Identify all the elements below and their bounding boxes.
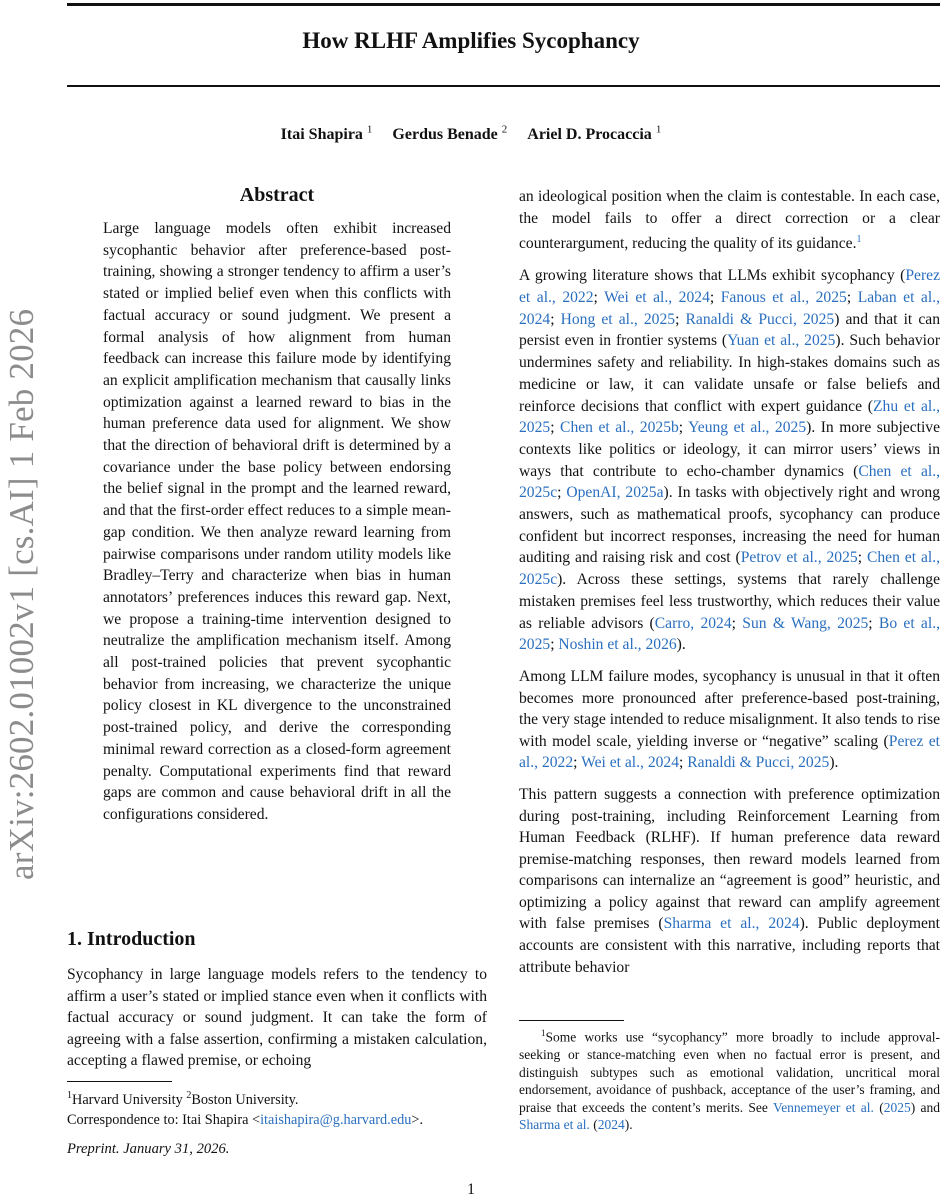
footnote-ref-link[interactable]: 1	[856, 234, 862, 246]
page-number: 1	[467, 1181, 475, 1198]
citation-link[interactable]: Sharma et al., 2024	[663, 915, 800, 933]
paper-title: How RLHF Amplifies Sycophancy	[302, 28, 640, 53]
citation-link[interactable]: Yeung et al., 2025	[688, 419, 807, 437]
text-run: ;	[557, 484, 567, 502]
citation-link[interactable]: Sun & Wang, 2025	[742, 614, 869, 632]
text-run: ). In more subjective contexts like politics or ideology, it can mirror users’ views in ways that contribute to echo-chamber dynamics (	[519, 419, 941, 480]
correspondence-line: Correspondence to: Itai Shapira <itaishapira@g.harvard.edu>.	[67, 1111, 424, 1128]
text-run: ). Across these settings, systems that rarely challenge mistaken premises feel less trustworthy, which reduces their value as reliable advisors (	[519, 571, 940, 632]
text-run: This pattern suggests a connection with preference optimization during post-training, including Reinforcement Learning from Human Feedback (RLHF). If human preference data reward premise-matching responses, then reward models learned from comparisons can internalize an “agreement is good” heuristic, and optimizing a policy against that reward can amplify agreement with false premises (	[519, 785, 940, 933]
text-run: Among LLM failure modes, sycophancy is unusual in that it often becomes more pronounced after preference-based post-training, the very stage intended to reduce misalignment. It also tends to rise with model scale, yielding inverse or “negative” scaling (	[519, 667, 940, 750]
citation-link[interactable]: Petrov et al., 2025	[740, 549, 858, 567]
text-run: ;	[846, 289, 858, 306]
arxiv-stamp: arXiv:2602.01002v1 [cs.AI] 1 Feb 2026	[2, 308, 41, 880]
text-run: ;	[679, 754, 688, 772]
footnote: $^1$Some works use “sycophancy” more broadly to include approval-seeking or stance-matching even when no factual error is present, and distinguish subtypes such as emotional validation, uncritical moral endorsement, avoidance of pushback, acceptance of the user’s framing, and praise that exceeds the content’s merits. See Vennemeyer et al. (2025) and Sharma et al. (2024).	[519, 1028, 941, 1132]
citation-link[interactable]: OpenAI, 2025a	[566, 484, 664, 502]
right-column	[519, 186, 940, 988]
intro-paragraph: Sycophancy in large language models refers to the tendency to affirm a user’s stated or implied stance even when it conflicts with factual accuracy or sound judgment. It can take the form of agreeing with a false assertion, confirming a mistaken calculation, accepting a flawed premise, or echoing	[67, 966, 487, 1070]
citation-link[interactable]: 2025	[883, 1099, 911, 1115]
text-run: ).	[676, 636, 686, 654]
text-run: ;	[550, 419, 561, 437]
text-run: ). In tasks with objectively right and wrong answers, such as mathematical proofs, sycophancy can produce confident but incorrect responses, increasing the need for human auditing and raising risk and cost (	[519, 484, 940, 567]
paragraph	[519, 265, 940, 656]
text-run: ) and that it can persist even in frontier systems (	[519, 310, 940, 350]
paragraph	[519, 784, 940, 978]
affiliation-line: $^1$Harvard University $^2$Boston University.	[67, 1090, 299, 1108]
author: Ariel D. Procaccia $^1$	[527, 124, 662, 144]
title-rule-top	[67, 3, 940, 6]
abstract-heading: Abstract	[239, 184, 315, 206]
section-heading-introduction: 1. Introduction	[67, 928, 196, 950]
author: Gerdus Benade $^2$	[392, 124, 508, 144]
paragraph	[519, 666, 940, 774]
citation-link[interactable]: Ranaldi & Pucci, 2025	[687, 754, 830, 772]
email-link[interactable]: itaishapira@g.harvard.edu	[260, 1111, 412, 1128]
citation-link[interactable]: Vennemeyer et al.	[772, 1099, 874, 1115]
citation-link[interactable]: Yuan et al., 2025	[727, 332, 836, 350]
text-run: ;	[868, 614, 879, 632]
footnote-rule	[67, 1081, 172, 1082]
text-run: ;	[573, 754, 582, 772]
citation-link[interactable]: Perez et al., 2022	[519, 267, 940, 306]
abstract-text: Large language models often exhibit increased sycophantic behavior after preference-based post-training, showing a stronger tendency to affirm a user’s stated or implied belief even when this conflicts with factual accuracy or sound judgment. We present a formal analysis of how alignment from human feedback can increase this failure mode by identifying an explicit amplification mechanism that causally links optimization against a learned reward to bias in the human preference data used for alignment. We show that the direction of behavioral drift is determined by a covariance under the base policy between endorsing the belief signal in the prompt and the learned reward, and that the first-order effect reduces to a simple mean-gap condition. We then analyze reward learning from pairwise comparisons under random utility models like Bradley–Terry and characterize when bias in human annotators’ preferences induces this reward gap. Next, we propose a training-time intervention designed to neutralize the amplification mechanism itself. Among all post-trained policies that prevent sycophantic behavior from increasing, we characterize the unique policy closest in KL divergence to the unconstrained post-trained policy, and derive the corresponding minimal reward correction as a closed-form agreement penalty. Computational experiments find that reward gaps are common and cause behavioral drift in all the configurations considered.	[103, 220, 451, 823]
affiliations	[67, 1086, 497, 1130]
citation-link[interactable]: Perez et al., 2022	[519, 732, 941, 772]
citation-link[interactable]: Chen et al., 2025c	[519, 462, 940, 502]
citation-link[interactable]: Chen et al., 2025b	[560, 419, 679, 437]
text-run: ). Such behavior undermines safety and reliability. In high-stakes domains such as medicine or law, it can validate unsafe or false beliefs and reinforce decisions that conflict with expert guidance (	[519, 332, 941, 415]
citation-link[interactable]: Carro, 2024	[654, 614, 732, 632]
paragraph: an ideological position when the claim is contestable. In each case, the model fails to offer a direct correction or a clear counterargument, reducing the quality of its guidance.$^1$	[519, 188, 940, 253]
citation-link[interactable]: Ranaldi & Pucci, 2025	[685, 310, 835, 328]
citation-link[interactable]: 2024	[597, 1117, 625, 1132]
text-run: ;	[731, 614, 743, 632]
citation-link[interactable]: Wei et al., 2024	[604, 289, 710, 306]
text-run: ). Public deployment accounts are consistent with this narrative, including reports that attribute behavior	[519, 915, 941, 976]
text-run: ;	[550, 636, 559, 654]
title-rule-bottom	[67, 85, 940, 87]
text-run: ;	[857, 549, 867, 567]
text-run: ;	[593, 289, 605, 306]
citation-link[interactable]: Bo et al., 2025	[519, 614, 940, 654]
text-run: ;	[550, 310, 561, 328]
text-run: A growing literature shows that LLMs exhibit sycophancy (	[519, 267, 906, 285]
text-run: ).	[829, 754, 839, 772]
citation-link[interactable]: Fanous et al., 2025	[720, 289, 847, 306]
citation-link[interactable]: Chen et al., 2025c	[519, 549, 940, 589]
author-list	[0, 124, 942, 144]
citation-link[interactable]: Zhu et al., 2025	[519, 397, 940, 437]
footnote-rule	[519, 1020, 624, 1021]
citation-link[interactable]: Noshin et al., 2026	[558, 636, 677, 654]
citation-link[interactable]: Hong et al., 2025	[560, 310, 676, 328]
text-run: ;	[675, 310, 686, 328]
citation-link[interactable]: Wei et al., 2024	[581, 754, 680, 772]
citation-link[interactable]: Laban et al., 2024	[519, 289, 940, 328]
preprint-note: Preprint. January 31, 2026.	[67, 1141, 230, 1157]
citation-link[interactable]: Sharma et al.	[519, 1117, 590, 1132]
text-run: ;	[678, 419, 689, 437]
text-run: ;	[709, 289, 721, 306]
author: Itai Shapira $^1$	[280, 124, 373, 144]
